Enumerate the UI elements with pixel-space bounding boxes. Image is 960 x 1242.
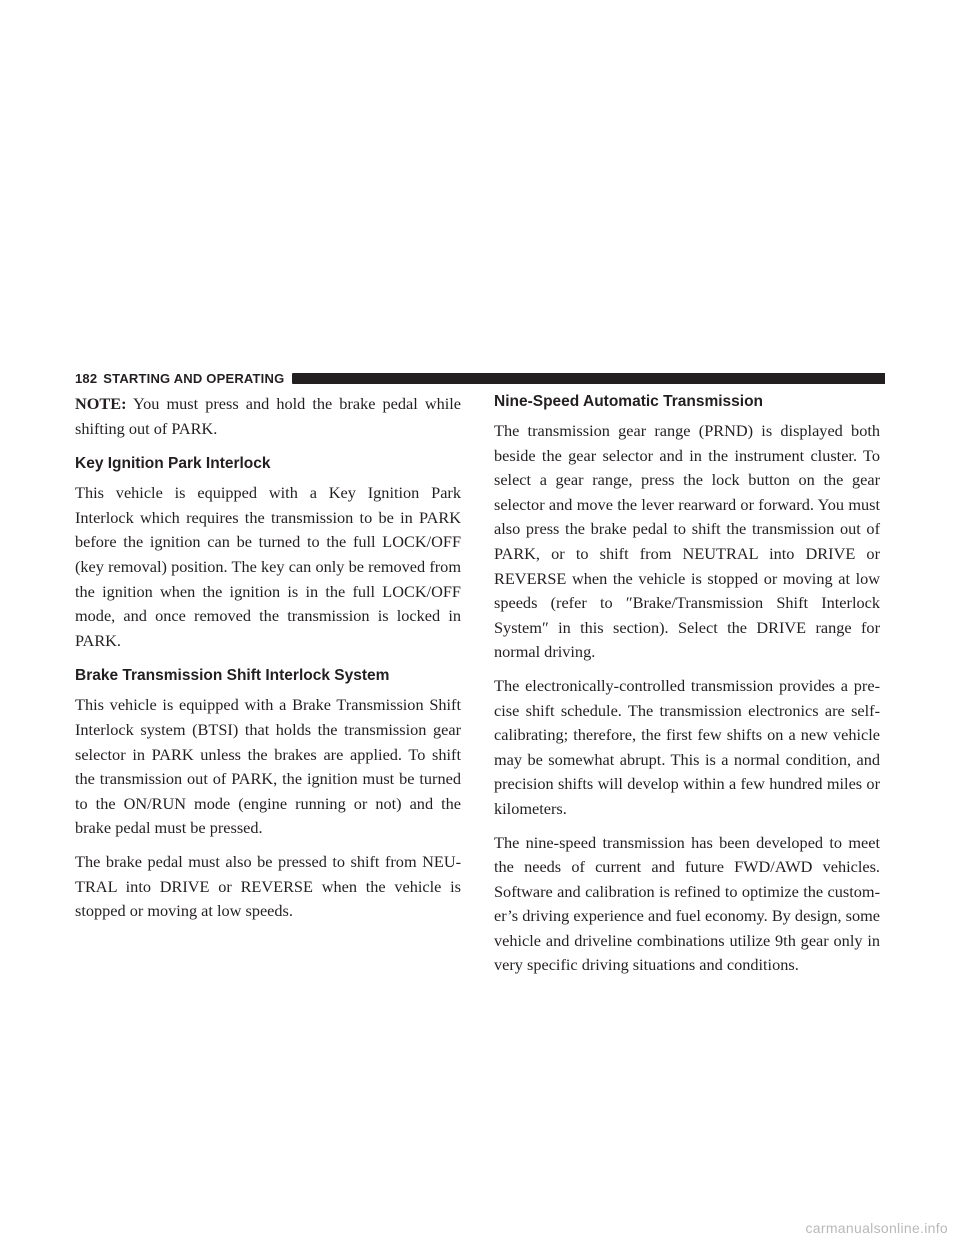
- watermark: carmanualsonline.info: [805, 1220, 948, 1236]
- note-label: NOTE:: [75, 394, 127, 413]
- section-title: STARTING AND OPERATING: [103, 370, 285, 386]
- note-text: You must press and hold the brake pedal while shifting out of PARK.: [75, 394, 461, 438]
- paragraph-key-ignition: This vehicle is equipped with a Key Ignition Park Interlock which requires the transmission to be in PARK before the ignition can be turned to the full LOCK/OFF (key removal) position. The key can only be removed from the ignition when the ignition is in the full LOCK/OFF mode, and once removed the transmission is locked in PARK.: [75, 483, 461, 650]
- note-paragraph: [75, 392, 461, 441]
- heading-nine-speed-transmission: Nine-Speed Automatic Transmission: [494, 393, 764, 410]
- paragraph-nine-speed-2: The electronically-controlled transmission provides a precise shift schedule. The transmission electronics are selfcalibrating; therefore, the first few shifts on a new vehicle may be somewhat abrupt. This is a normal condition, and precision shifts will develop within a few hundred miles or kilometers.: [494, 675, 880, 818]
- page-header: [75, 370, 885, 386]
- paragraph-nine-speed-1: The transmission gear range (PRND) is displayed both beside the gear selector and in the instrument cluster. To select a gear range, press the lock button on the gear selector and move the lever rearward or forward. You must also press the brake pedal to shift the transmission out of PARK, or to shift from NEUTRAL into DRIVE or REVERSE when the vehicle is stopped or moving at low speeds (refer to ″Brake/Transmission Shift Interlock System″ in this section). Select the DRIVE range for normal driving.: [494, 421, 880, 662]
- header-rule: [292, 373, 885, 384]
- paragraph-btsi-2: The brake pedal must also be pressed to shift from NEUTRAL into DRIVE or REVERSE when the vehicle is stopped or moving at low speeds.: [75, 851, 461, 921]
- heading-brake-transmission-shift-interlock: Brake Transmission Shift Interlock System: [75, 667, 390, 685]
- heading-key-ignition-park-interlock: Key Ignition Park Interlock: [75, 455, 271, 473]
- left-column: [75, 392, 461, 933]
- page-number: 182: [75, 370, 98, 386]
- paragraph-nine-speed-3: The nine-speed transmission has been developed to meet the needs of current and future FWD/AWD vehicles. Software and calibration is refined to optimize the customer’s driving experience and fuel economy. By design, some vehicle and driveline combinations utilize 9th gear only in very specific driving situations and conditions.: [494, 832, 880, 975]
- paragraph-btsi-1: This vehicle is equipped with a Brake Transmission Shift Interlock system (BTSI) that holds the transmission gear selector in PARK unless the brakes are applied. To shift the transmission out of PARK, the ignition must be turned to the ON/RUN mode (engine running or not) and the brake pedal must be pressed.: [75, 695, 461, 838]
- right-column: [494, 392, 880, 987]
